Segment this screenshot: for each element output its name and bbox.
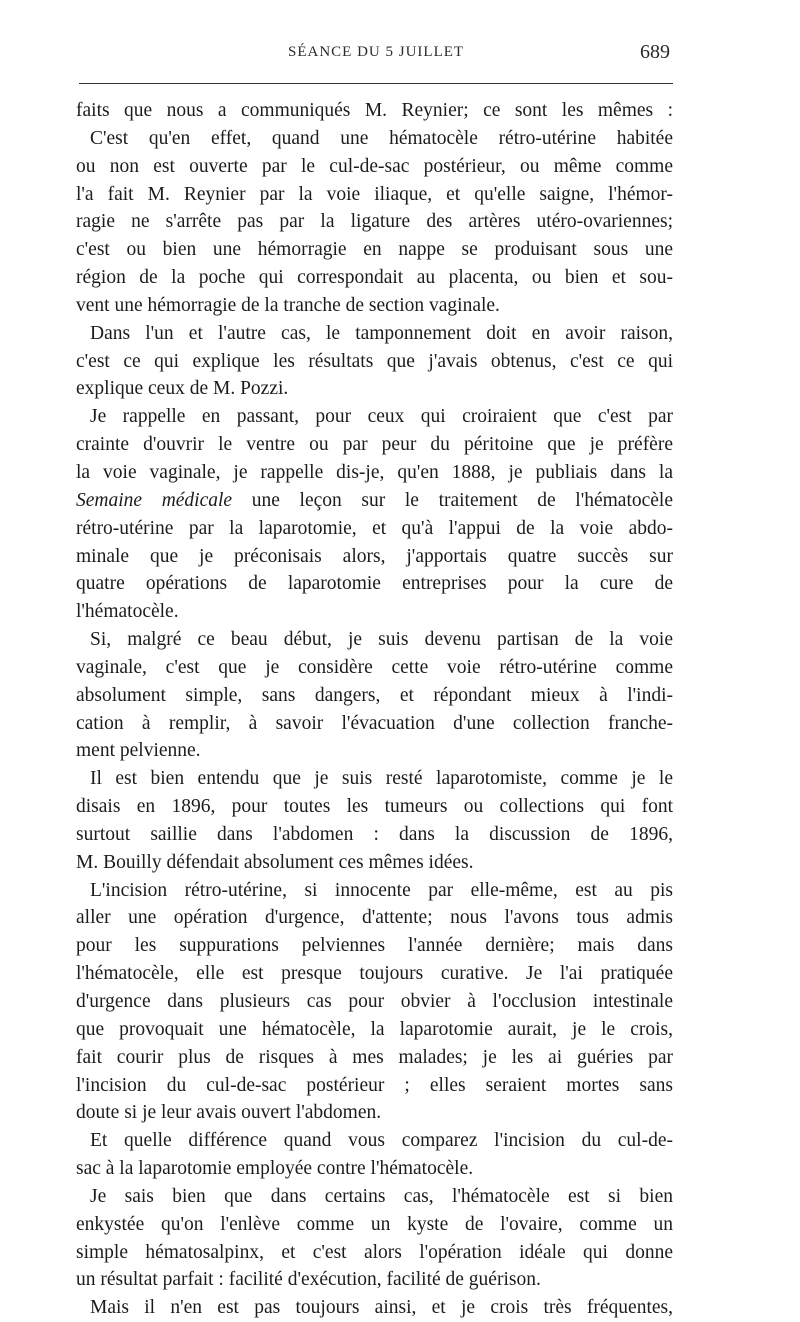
journal-title: Semaine médicale	[76, 489, 233, 511]
text-line: ment pelvienne.	[76, 740, 201, 762]
text-line: aller une opération d'urgence, d'attente; nous l'avons tous admis	[76, 907, 673, 929]
text-line: faits que nous a communiqués M. Reynier; ce sont les mêmes :	[76, 100, 673, 121]
text-line: l'incision du cul-de-sac postérieur ; elles seraient mortes sans	[76, 1074, 673, 1096]
text-line: absolument simple, sans dangers, et répondant mieux à l'indi-	[76, 684, 673, 706]
text-line: la voie vaginale, je rappelle dis-je, qu'en 1888, je publiais dans la	[76, 461, 673, 483]
text-line: sac à la laparotomie employée contre l'hématocèle.	[76, 1158, 474, 1180]
header-rule	[79, 83, 673, 84]
text-line: c'est ou bien une hémorragie en nappe se produisant sous une	[76, 239, 673, 261]
body-text	[76, 97, 673, 1322]
text-line: Mais il n'en est pas toujours ainsi, et je crois très fréquentes,	[90, 1297, 673, 1319]
text-line: minale que je préconisais alors, j'apportais quatre succès sur	[76, 545, 673, 567]
text-line: cation à remplir, à savoir l'évacuation d'une collection franche-	[76, 712, 673, 734]
text-line: vaginale, c'est que je considère cette voie rétro-utérine comme	[76, 656, 673, 678]
text-line: M. Bouilly défendait absolument ces mêmes idées.	[76, 851, 474, 873]
text-line: l'hématocèle.	[76, 601, 179, 623]
text-line: région de la poche qui correspondait au placenta, ou bien et sou-	[76, 267, 673, 289]
text-line: quatre opérations de laparotomie entreprises pour la cure de	[76, 573, 673, 595]
running-head	[0, 41, 800, 74]
text-line: C'est qu'en effet, quand une hématocèle rétro-utérine habitée	[90, 127, 673, 149]
text-line: d'urgence dans plusieurs cas pour obvier à l'occlusion intestinale	[76, 991, 673, 1012]
text-line: ou non est ouverte par le cul-de-sac postérieur, ou même comme	[76, 155, 673, 177]
text-line: simple hématosalpinx, et c'est alors l'opération idéale qui donne	[76, 1241, 673, 1263]
text-line: Dans l'un et l'autre cas, le tamponnement doit en avoir raison,	[90, 322, 673, 344]
text-line: l'hématocèle, elle est presque toujours curative. Je l'ai pratiquée	[76, 963, 673, 985]
text-line: Si, malgré ce beau début, je suis devenu partisan de la voie	[90, 629, 673, 651]
text-line: l'a fait M. Reynier par la voie iliaque, et qu'elle saigne, l'hémor-	[76, 183, 673, 205]
text-line: vent une hémorragie de la tranche de section vaginale.	[76, 294, 500, 316]
text-line: Je sais bien que dans certains cas, l'hématocèle est si bien	[90, 1185, 673, 1207]
text-line: Et quelle différence quand vous comparez l'incision du cul-de-	[90, 1130, 673, 1152]
text-line: rétro-utérine par la laparotomie, et qu'à l'appui de la voie abdo-	[76, 517, 673, 539]
text-line: enkystée qu'on l'enlève comme un kyste de l'ovaire, comme un	[76, 1213, 673, 1235]
text-line: fait courir plus de risques à mes malades; je les ai guéries par	[76, 1046, 673, 1068]
text-line: Je rappelle en passant, pour ceux qui croiraient que c'est par	[90, 406, 673, 428]
text-line: c'est ce qui explique les résultats que j'avais obtenus, c'est ce qui	[76, 350, 673, 372]
text-line: Il est bien entendu que je suis resté laparotomiste, comme je le	[90, 768, 673, 790]
text-line-rest: une leçon sur le traitement de l'hématocèle	[251, 489, 674, 511]
text-line: que provoquait une hématocèle, la laparotomie aurait, je le crois,	[76, 1018, 673, 1040]
text-line	[76, 487, 673, 515]
text-line: crainte d'ouvrir le ventre ou par peur du péritoine que je préfère	[76, 434, 673, 456]
page-number: 689	[640, 41, 670, 63]
text-line: explique ceux de M. Pozzi.	[76, 378, 289, 400]
text-line: pour les suppurations pelviennes l'année dernière; mais dans	[76, 935, 673, 957]
running-title: SÉANCE DU 5 JUILLET	[288, 44, 465, 60]
text-line: un résultat parfait : facilité d'exécution, facilité de guérison.	[76, 1269, 541, 1291]
text-line: doute si je leur avais ouvert l'abdomen.	[76, 1102, 382, 1124]
text-line: surtout saillie dans l'abdomen : dans la discussion de 1896,	[76, 823, 673, 845]
text-line: disais en 1896, pour toutes les tumeurs ou collections qui font	[76, 796, 673, 818]
text-line: L'incision rétro-utérine, si innocente par elle-même, est au pis	[90, 879, 673, 901]
text-line: ragie ne s'arrête pas par la ligature des artères utéro-ovariennes;	[76, 211, 673, 233]
